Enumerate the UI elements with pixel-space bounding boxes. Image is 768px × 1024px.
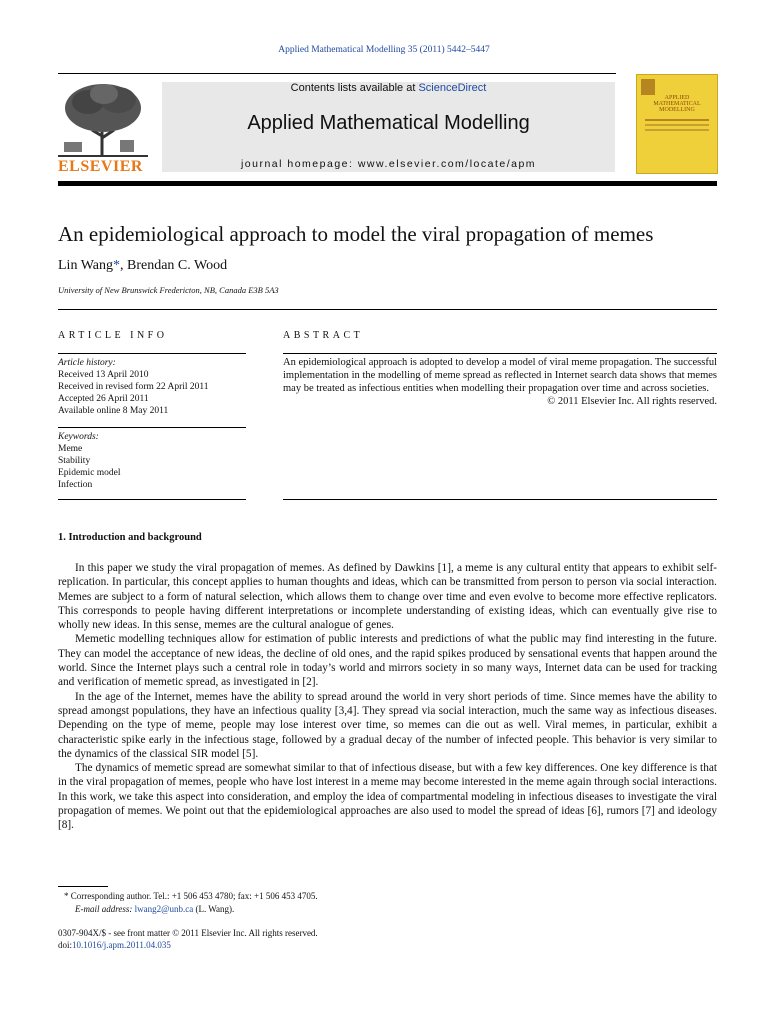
contents-prefix: Contents lists available at [290, 82, 419, 94]
history-item: Available online 8 May 2011 [58, 406, 169, 416]
paragraph: Memetic modelling techniques allow for estimation of public interests and predictions of what the public may find interesting in the future. They can model the acceptance of new ideas, the decline of old ones, and the rapid spikes produced by sensational events that happen around the world. Since the Internet plays such a central role in today’s world and mirrors society in so many ways, Internet data can be used for tracking and verification of memetic spread, as investigated in [2]. [58, 633, 717, 689]
abstract-bottom-rule [283, 499, 717, 500]
paragraph: In this paper we study the viral propagation of memes. As defined by Dawkins [1], a meme is any cultural entity that appears to exhibit self-replication. In particular, this concept applies to human thoughts and ideas, which can be transmitted from person to person via social interaction. Memes are subject to a form of natural selection, which allows them to change over time and even evolve to become more effective replicators. This corresponds to people having different interpretations or incomplete understanding of existing ideas, which can eventually give rise to wholly new ideas. In this sense, memes are the cultural analogue of genes. [58, 562, 717, 632]
elsevier-tree-logo [58, 80, 148, 158]
abstract-text: An epidemiological approach is adopted to develop a model of viral meme propagation. The successful implementation in the modelling of meme spread as reflected in Internet search data shows that memes may be treated as infectious entities when modelling their propagation over time and across societies. [283, 357, 717, 394]
author-line [58, 258, 227, 274]
article-info-heading: ARTICLE INFO [58, 330, 168, 341]
journal-banner [162, 82, 615, 172]
footnote-corresponding: * Corresponding author. Tel.: +1 506 453 4780; fax: +1 506 453 4705. [64, 891, 318, 901]
section-body [58, 561, 717, 833]
title-rule [58, 309, 717, 310]
author-separator: , [120, 258, 127, 273]
keyword-item: Epidemic model [58, 468, 121, 478]
cover-title: APPLIED MATHEMATICAL MODELLING [653, 95, 701, 113]
affiliation: University of New Brunswick Fredericton, NB, Canada E3B 5A3 [58, 285, 279, 295]
history-label: Article history: [58, 358, 116, 368]
journal-citation[interactable]: Applied Mathematical Modelling 35 (2011) 5442–5447 [278, 45, 490, 55]
abstract-heading: ABSTRACT [283, 330, 364, 341]
history-item: Accepted 26 April 2011 [58, 394, 149, 404]
keywords-label: Keywords: [58, 432, 99, 442]
paragraph: In the age of the Internet, memes have the ability to spread around the world in very short periods of time. Since memes have the ability to spread amongst populations, they have an infectious quality [3,4]. They spread via social interaction, much the same way as infectious diseases. Depending on the type of meme, people may lose interest over time, so memes can die out as well. Viral memes, in particular, exhibit a characteristic spike early in the infectious stage, followed by a gradual decay of the number of infected people. This behavior is very similar to the dynamics of the classical SIR model [5]. [58, 690, 717, 760]
email-label: E-mail address: [75, 904, 135, 914]
article-info-bottom-rule [58, 499, 246, 500]
keyword-item: Stability [58, 456, 91, 466]
elsevier-wordmark: ELSEVIER [58, 158, 143, 175]
section-heading: 1. Introduction and background [58, 532, 202, 543]
history-item: Received in revised form 22 April 2011 [58, 382, 209, 392]
cover-logo [641, 79, 655, 95]
corresponding-author-mark[interactable]: * [113, 258, 120, 273]
author-2: Brendan C. Wood [127, 258, 228, 273]
article-info-rule [58, 353, 246, 354]
keyword-item: Infection [58, 480, 93, 490]
journal-homepage[interactable]: journal homepage: www.elsevier.com/locate/apm [240, 158, 537, 170]
sciencedirect-link[interactable]: ScienceDirect [418, 82, 487, 94]
journal-title: Applied Mathematical Modelling [247, 112, 530, 134]
header-rule-thick [58, 181, 717, 186]
keywords-rule [58, 427, 246, 428]
contents-line [162, 82, 615, 94]
keywords-list [58, 431, 258, 491]
author-1: Lin Wang [58, 258, 113, 273]
footnote-rule [58, 886, 108, 887]
abstract-body [283, 356, 717, 408]
abstract-copyright: © 2011 Elsevier Inc. All rights reserved. [547, 396, 717, 407]
header-rule-top [58, 73, 616, 74]
journal-cover [636, 74, 718, 174]
article-history [58, 357, 258, 417]
keyword-item: Meme [58, 444, 83, 454]
article-title: An epidemiological approach to model the viral propagation of memes [58, 222, 654, 246]
email-link[interactable]: lwang2@unb.ca [134, 904, 194, 914]
paragraph: The dynamics of memetic spread are somewhat similar to that of infectious disease, but with a few key differences. One key difference is that in the viral propagation of memes, people who have lost interest in a meme may become interested in the meme again through social interactions. In this work, we take this aspect into consideration, and employ the idea of compartmental modeling in infectious diseases to investigate the viral propagation of memes. We point out that the epidemiological approaches are also used to model the spread of ideas [6], rumors [7] and ideology [8]. [58, 762, 717, 832]
history-item: Received 13 April 2010 [58, 370, 149, 380]
email-suffix: (L. Wang). [193, 904, 235, 914]
front-matter: 0307-904X/$ - see front matter © 2011 Elsevier Inc. All rights reserved. [58, 928, 318, 938]
doi-link[interactable]: 10.1016/j.apm.2011.04.035 [72, 940, 171, 950]
abstract-rule [283, 353, 717, 354]
doi-prefix: doi: [58, 940, 73, 950]
footnote-email [75, 903, 575, 915]
doi-line [58, 939, 558, 951]
